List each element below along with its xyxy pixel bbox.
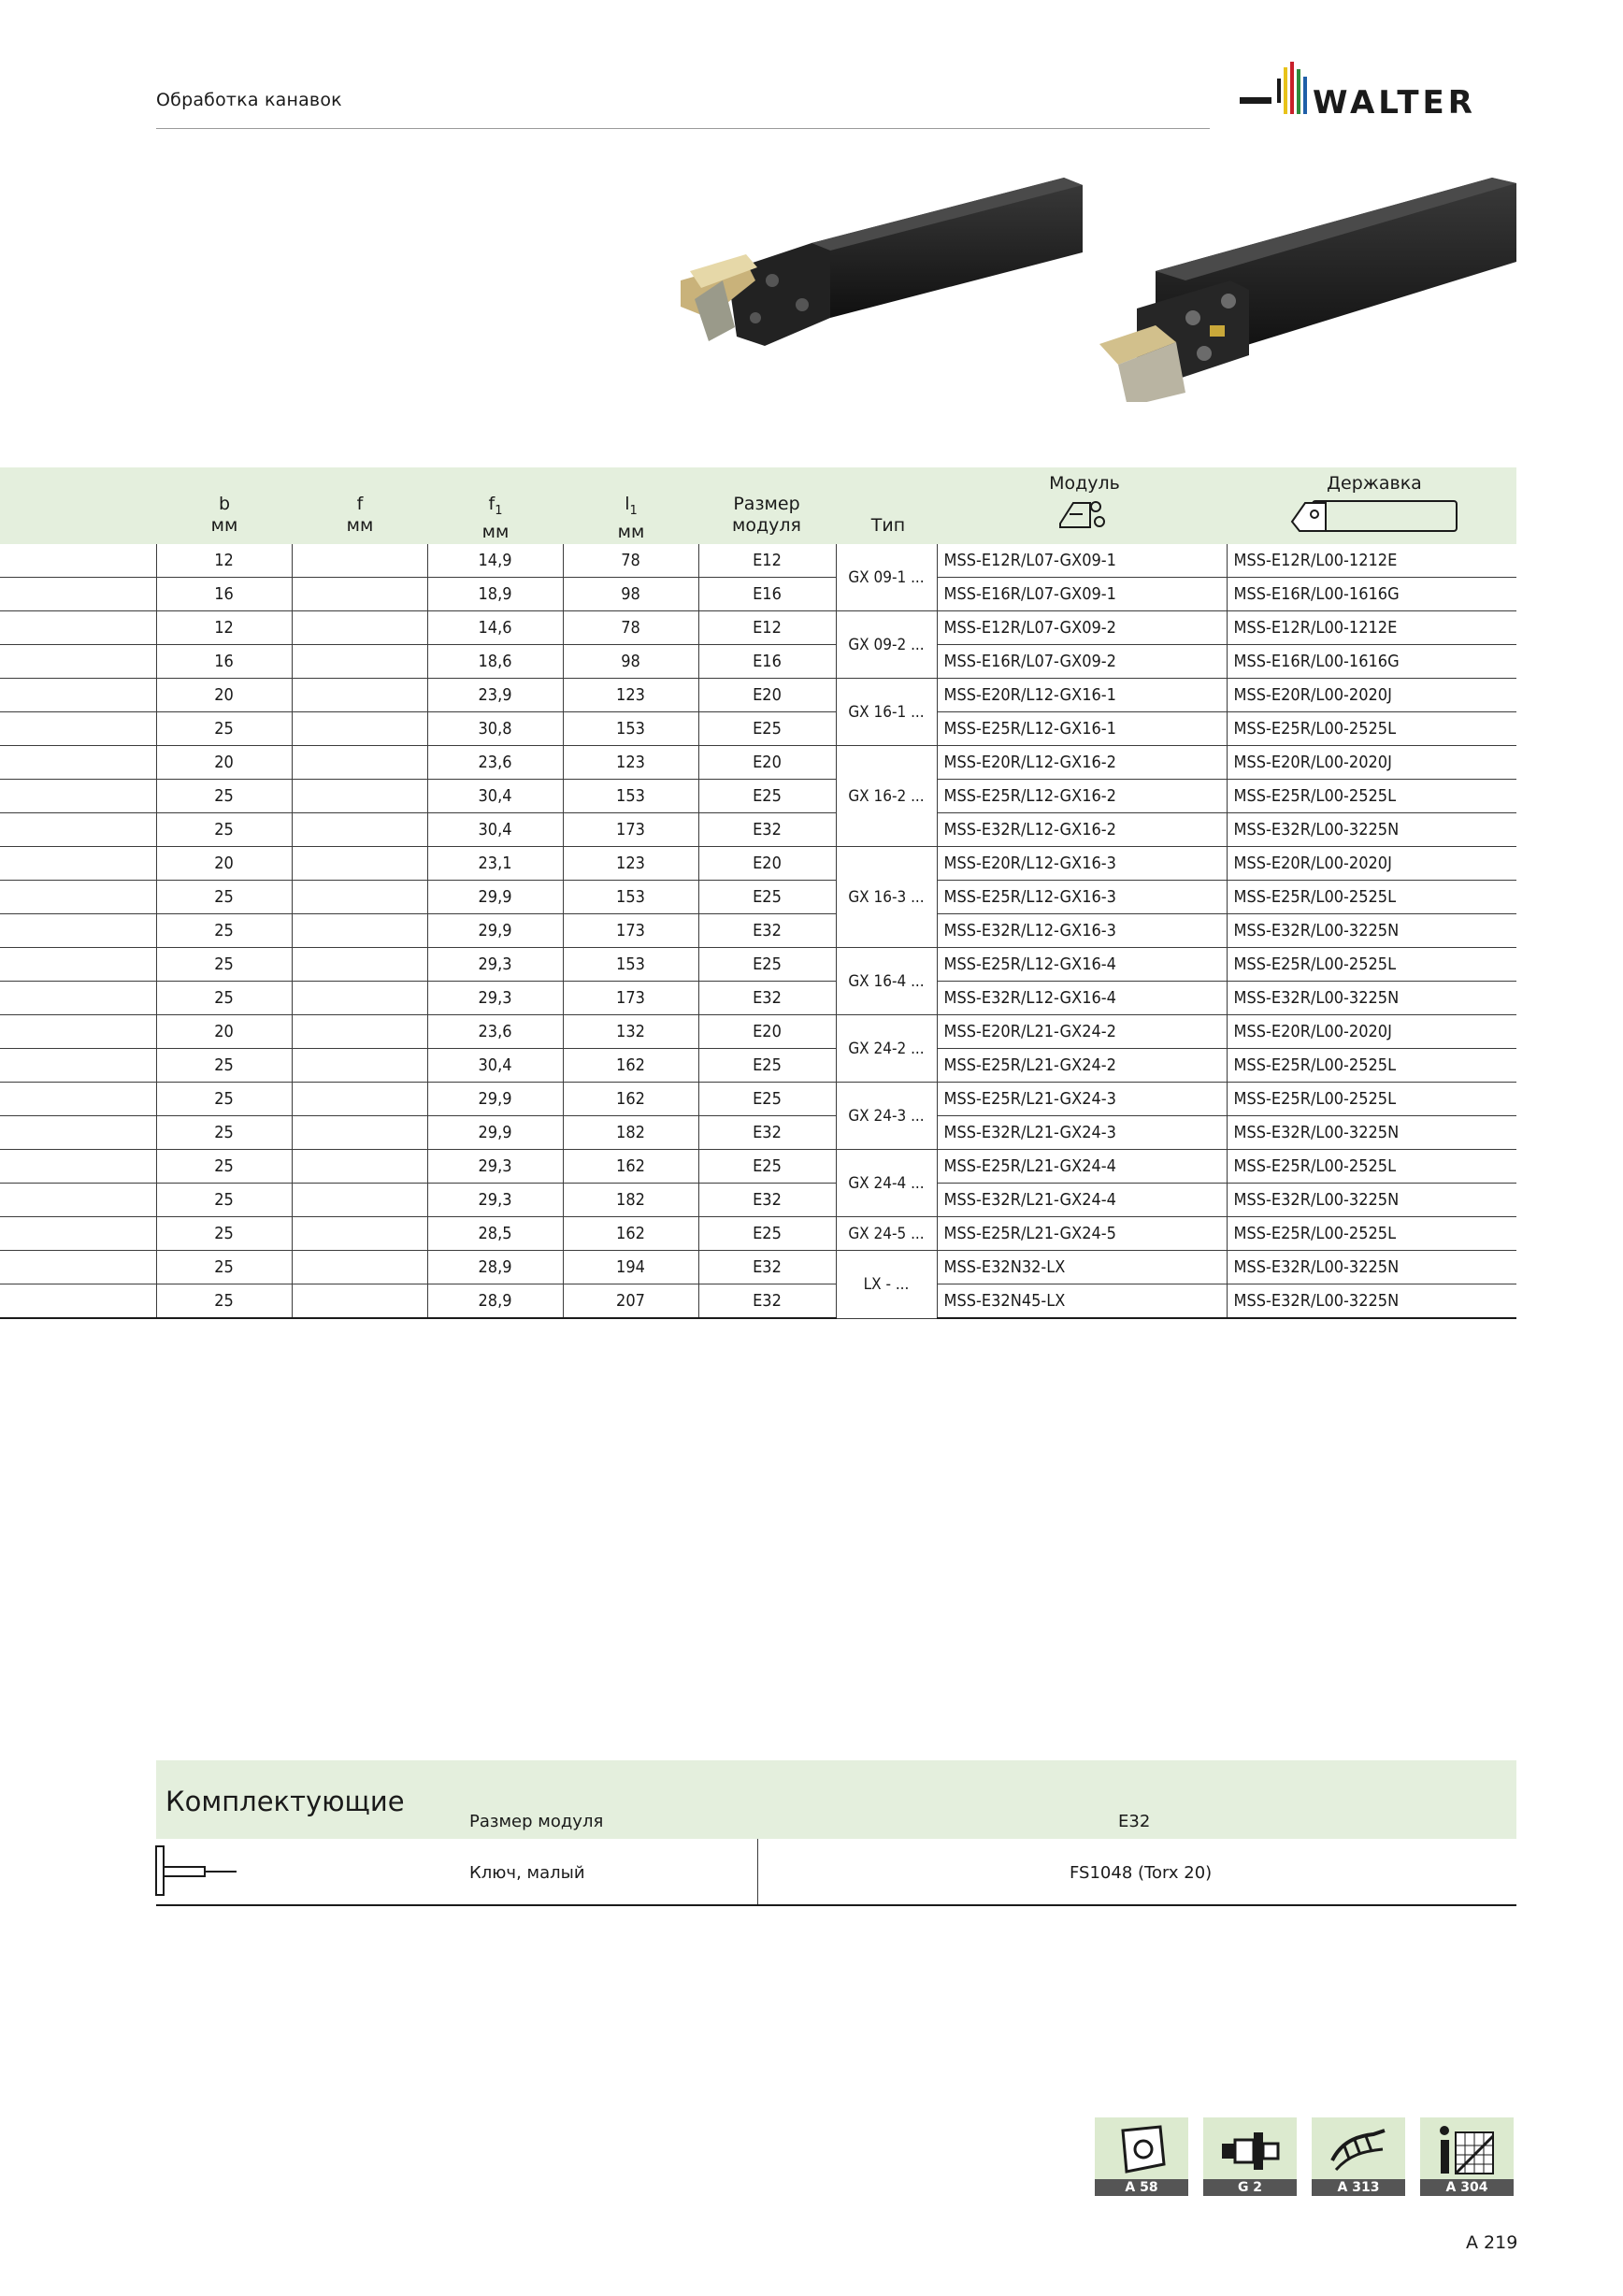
cell-f: [292, 813, 427, 847]
cell-l1: 173: [563, 914, 698, 948]
cell-f1: 18,9: [427, 578, 563, 611]
spacer-cell: [0, 544, 156, 578]
table-row: [0, 982, 1516, 1015]
cell-type: GX 16-2 ...: [836, 746, 937, 847]
cell-module-code: MSS-E20R/L21-GX24-2: [937, 1015, 1227, 1049]
cell-holder-code: MSS-E32R/L00-3225N: [1227, 1116, 1516, 1150]
table-row: [0, 813, 1516, 847]
wrench-icon: [1329, 2123, 1388, 2179]
cell-module-size: E20: [698, 847, 836, 881]
cell-module-code: MSS-E12R/L07-GX09-1: [937, 544, 1227, 578]
cell-holder-code: MSS-E25R/L00-2525L: [1227, 712, 1516, 746]
header-module-size: Размер модуля: [732, 494, 801, 536]
cell-b: 20: [156, 1015, 292, 1049]
clamping-icon: [1220, 2123, 1280, 2179]
cell-module-code: MSS-E20R/L12-GX16-1: [937, 679, 1227, 712]
table-row: [0, 1083, 1516, 1116]
cell-b: 25: [156, 1217, 292, 1251]
cell-f: [292, 881, 427, 914]
tile-label: A 304: [1420, 2179, 1514, 2196]
cell-holder-code: MSS-E20R/L00-2020J: [1227, 1015, 1516, 1049]
cell-type: GX 16-1 ...: [836, 679, 937, 746]
cell-module-code: MSS-E32R/L12-GX16-3: [937, 914, 1227, 948]
torx-key-icon: [154, 1844, 238, 1897]
cell-f: [292, 611, 427, 645]
cell-holder-code: MSS-E20R/L00-2020J: [1227, 746, 1516, 780]
cell-b: 12: [156, 611, 292, 645]
cell-f1: 29,3: [427, 1184, 563, 1217]
spacer-cell: [0, 1251, 156, 1284]
cell-type: GX 24-3 ...: [836, 1083, 937, 1150]
cell-type: GX 24-4 ...: [836, 1150, 937, 1217]
cell-module-size: E20: [698, 679, 836, 712]
section-title: Обработка канавок: [156, 90, 342, 110]
table-row: [0, 847, 1516, 881]
spacer-cell: [0, 1049, 156, 1083]
reference-tile-a313[interactable]: [1312, 2117, 1405, 2196]
tool-holder-photo-1: [653, 178, 1083, 365]
cell-b: 25: [156, 914, 292, 948]
reference-tile-a304[interactable]: [1420, 2117, 1514, 2196]
cell-module-code: MSS-E25R/L12-GX16-3: [937, 881, 1227, 914]
spacer-cell: [0, 1083, 156, 1116]
cell-module-code: MSS-E16R/L07-GX09-2: [937, 645, 1227, 679]
cell-f: [292, 578, 427, 611]
cell-holder-code: MSS-E16R/L00-1616G: [1227, 645, 1516, 679]
cell-f1: 14,6: [427, 611, 563, 645]
cell-module-size: E32: [698, 1284, 836, 1319]
table-row: [0, 679, 1516, 712]
cell-holder-code: MSS-E25R/L00-2525L: [1227, 881, 1516, 914]
spacer-cell: [0, 813, 156, 847]
table-row: [0, 914, 1516, 948]
cell-module-size: E32: [698, 813, 836, 847]
cell-f: [292, 847, 427, 881]
spacer-cell: [0, 1015, 156, 1049]
cell-holder-code: MSS-E25R/L00-2525L: [1227, 780, 1516, 813]
cell-l1: 153: [563, 881, 698, 914]
cell-f1: 29,9: [427, 1116, 563, 1150]
cell-module-size: E25: [698, 948, 836, 982]
cell-module-size: E32: [698, 1251, 836, 1284]
cell-l1: 98: [563, 645, 698, 679]
cell-module-code: MSS-E20R/L12-GX16-2: [937, 746, 1227, 780]
cell-module-code: MSS-E32R/L21-GX24-3: [937, 1116, 1227, 1150]
cell-type: GX 24-5 ...: [836, 1217, 937, 1251]
cell-f1: 30,4: [427, 813, 563, 847]
cell-module-code: MSS-E32R/L12-GX16-4: [937, 982, 1227, 1015]
cell-l1: 162: [563, 1150, 698, 1184]
cell-l1: 78: [563, 544, 698, 578]
header-b: b мм: [210, 494, 238, 536]
cell-module-code: MSS-E25R/L12-GX16-2: [937, 780, 1227, 813]
cell-f: [292, 1184, 427, 1217]
cell-type: GX 09-2 ...: [836, 611, 937, 679]
holder-icon: [1290, 497, 1458, 535]
cell-type: LX - ...: [836, 1251, 937, 1319]
spacer-cell: [0, 1184, 156, 1217]
cell-f: [292, 1150, 427, 1184]
reference-tile-a58[interactable]: [1095, 2117, 1188, 2196]
cell-b: 25: [156, 780, 292, 813]
cell-f1: 29,3: [427, 948, 563, 982]
cell-f: [292, 712, 427, 746]
cell-holder-code: MSS-E25R/L00-2525L: [1227, 1150, 1516, 1184]
cell-l1: 173: [563, 813, 698, 847]
cell-b: 12: [156, 544, 292, 578]
cell-f1: 18,6: [427, 645, 563, 679]
cell-holder-code: MSS-E32R/L00-3225N: [1227, 1184, 1516, 1217]
table-row: [0, 1049, 1516, 1083]
cell-b: 25: [156, 1150, 292, 1184]
cell-module-code: MSS-E32N32-LX: [937, 1251, 1227, 1284]
cell-b: 25: [156, 1116, 292, 1150]
cell-holder-code: MSS-E25R/L00-2525L: [1227, 1049, 1516, 1083]
accessories-divider: [757, 1839, 758, 1904]
cell-b: 25: [156, 1083, 292, 1116]
cell-l1: 182: [563, 1116, 698, 1150]
cell-b: 25: [156, 1049, 292, 1083]
cell-module-size: E32: [698, 1116, 836, 1150]
cell-type: GX 16-3 ...: [836, 847, 937, 948]
walter-logo: [1240, 60, 1516, 125]
module-icon: [1056, 495, 1109, 533]
cell-f1: 28,5: [427, 1217, 563, 1251]
table-row: [0, 1251, 1516, 1284]
cell-b: 25: [156, 813, 292, 847]
cell-f1: 29,3: [427, 982, 563, 1015]
cell-module-code: MSS-E32R/L12-GX16-2: [937, 813, 1227, 847]
spacer-cell: [0, 578, 156, 611]
header-module: Модуль: [1049, 473, 1120, 494]
header-f1: $f_1$ мм: [481, 494, 510, 542]
cell-module-code: MSS-E25R/L12-GX16-4: [937, 948, 1227, 982]
accessories-size-label: Размер модуля: [469, 1812, 604, 1831]
tile-label: G 2: [1203, 2179, 1297, 2196]
cell-f: [292, 1015, 427, 1049]
cell-f1: 30,4: [427, 780, 563, 813]
spacer-cell: [0, 1150, 156, 1184]
table-row: [0, 1116, 1516, 1150]
spacer-cell: [0, 746, 156, 780]
cell-type: GX 16-4 ...: [836, 948, 937, 1015]
cell-l1: 162: [563, 1217, 698, 1251]
spacer-cell: [0, 679, 156, 712]
cell-module-code: MSS-E25R/L21-GX24-4: [937, 1150, 1227, 1184]
cell-holder-code: MSS-E16R/L00-1616G: [1227, 578, 1516, 611]
cell-l1: 153: [563, 712, 698, 746]
cell-module-size: E25: [698, 1150, 836, 1184]
table-row: [0, 881, 1516, 914]
cell-module-code: MSS-E16R/L07-GX09-1: [937, 578, 1227, 611]
table-row: [0, 948, 1516, 982]
cell-l1: 182: [563, 1184, 698, 1217]
header-divider: [156, 128, 1210, 129]
header-type: Тип: [870, 515, 906, 536]
cell-f: [292, 780, 427, 813]
cell-module-size: E16: [698, 645, 836, 679]
cell-f1: 23,6: [427, 1015, 563, 1049]
cell-f: [292, 746, 427, 780]
cell-f1: 29,9: [427, 881, 563, 914]
cell-l1: 207: [563, 1284, 698, 1319]
cell-l1: 162: [563, 1049, 698, 1083]
cell-module-size: E32: [698, 914, 836, 948]
cell-f: [292, 948, 427, 982]
cell-module-size: E12: [698, 611, 836, 645]
cell-holder-code: MSS-E12R/L00-1212E: [1227, 611, 1516, 645]
cell-module-code: MSS-E25R/L21-GX24-2: [937, 1049, 1227, 1083]
info-chart-icon: [1437, 2123, 1497, 2179]
cell-module-size: E20: [698, 746, 836, 780]
cell-b: 25: [156, 982, 292, 1015]
spacer-cell: [0, 611, 156, 645]
spacer-cell: [0, 881, 156, 914]
accessory-code: FS1048 (Torx 20): [1070, 1863, 1213, 1883]
cell-b: 16: [156, 645, 292, 679]
cell-module-code: MSS-E32R/L21-GX24-4: [937, 1184, 1227, 1217]
cell-l1: 78: [563, 611, 698, 645]
cell-l1: 123: [563, 847, 698, 881]
cell-f: [292, 1049, 427, 1083]
cell-module-size: E16: [698, 578, 836, 611]
header-f: f мм: [346, 494, 374, 536]
cell-f1: 28,9: [427, 1251, 563, 1284]
spacer-cell: [0, 1116, 156, 1150]
spacer-cell: [0, 982, 156, 1015]
header-l1: $l_1$ мм: [617, 494, 645, 542]
cell-module-size: E20: [698, 1015, 836, 1049]
cell-module-size: E25: [698, 1083, 836, 1116]
logo-text: WALTER: [1313, 84, 1476, 122]
spacer-cell: [0, 780, 156, 813]
cell-f: [292, 544, 427, 578]
cell-module-size: E25: [698, 881, 836, 914]
table-row: [0, 611, 1516, 645]
cell-f: [292, 1284, 427, 1319]
cell-holder-code: MSS-E25R/L00-2525L: [1227, 948, 1516, 982]
cell-f1: 30,4: [427, 1049, 563, 1083]
cell-l1: 132: [563, 1015, 698, 1049]
cell-f: [292, 1251, 427, 1284]
cell-l1: 162: [563, 1083, 698, 1116]
spacer-cell: [0, 1217, 156, 1251]
spacer-cell: [0, 712, 156, 746]
cell-f: [292, 645, 427, 679]
cell-f: [292, 1083, 427, 1116]
cell-holder-code: MSS-E12R/L00-1212E: [1227, 544, 1516, 578]
insert-icon: [1112, 2123, 1171, 2179]
cell-f: [292, 982, 427, 1015]
table-row: [0, 1150, 1516, 1184]
cell-f1: 29,3: [427, 1150, 563, 1184]
accessory-name: Ключ, малый: [469, 1863, 585, 1883]
cell-f: [292, 679, 427, 712]
cell-holder-code: MSS-E20R/L00-2020J: [1227, 679, 1516, 712]
cell-module-code: MSS-E25R/L21-GX24-5: [937, 1217, 1227, 1251]
cell-module-code: MSS-E25R/L21-GX24-3: [937, 1083, 1227, 1116]
cell-l1: 173: [563, 982, 698, 1015]
cell-l1: 153: [563, 780, 698, 813]
cell-b: 16: [156, 578, 292, 611]
cell-l1: 123: [563, 746, 698, 780]
table-row: [0, 544, 1516, 578]
spacer-cell: [0, 1284, 156, 1319]
cell-f1: 14,9: [427, 544, 563, 578]
table-row: [0, 645, 1516, 679]
cell-type: GX 24-2 ...: [836, 1015, 937, 1083]
cell-f: [292, 1116, 427, 1150]
table-row: [0, 1184, 1516, 1217]
page-number: A 219: [1466, 2232, 1518, 2253]
spacer-cell: [0, 914, 156, 948]
cell-f1: 29,9: [427, 1083, 563, 1116]
cell-holder-code: MSS-E32R/L00-3225N: [1227, 813, 1516, 847]
cell-module-size: E25: [698, 1217, 836, 1251]
cell-b: 25: [156, 1251, 292, 1284]
cell-module-code: MSS-E25R/L12-GX16-1: [937, 712, 1227, 746]
cell-l1: 153: [563, 948, 698, 982]
cell-f1: 28,9: [427, 1284, 563, 1319]
cell-holder-code: MSS-E25R/L00-2525L: [1227, 1217, 1516, 1251]
cell-b: 20: [156, 679, 292, 712]
cell-l1: 123: [563, 679, 698, 712]
cell-module-code: MSS-E32N45-LX: [937, 1284, 1227, 1319]
table-row: [0, 780, 1516, 813]
table-row: [0, 1015, 1516, 1049]
cell-f: [292, 914, 427, 948]
reference-tile-g2[interactable]: [1203, 2117, 1297, 2196]
tile-label: A 58: [1095, 2179, 1188, 2196]
cell-b: 25: [156, 948, 292, 982]
spacer-cell: [0, 645, 156, 679]
cell-module-code: MSS-E20R/L12-GX16-3: [937, 847, 1227, 881]
spacer-cell: [0, 847, 156, 881]
cell-module-size: E25: [698, 780, 836, 813]
cell-b: 25: [156, 712, 292, 746]
cell-b: 25: [156, 1184, 292, 1217]
cell-f1: 23,1: [427, 847, 563, 881]
cell-f1: 23,9: [427, 679, 563, 712]
cell-module-size: E25: [698, 1049, 836, 1083]
cell-module-size: E12: [698, 544, 836, 578]
table-row: [0, 712, 1516, 746]
cell-b: 25: [156, 1284, 292, 1319]
accessories-size-value: E32: [1118, 1812, 1151, 1831]
grooving-holders-table: [0, 544, 1516, 1319]
cell-l1: 194: [563, 1251, 698, 1284]
cell-b: 25: [156, 881, 292, 914]
cell-module-code: MSS-E12R/L07-GX09-2: [937, 611, 1227, 645]
cell-f: [292, 1217, 427, 1251]
tile-label: A 313: [1312, 2179, 1405, 2196]
tool-holder-photo-2: [1099, 168, 1520, 402]
cell-holder-code: MSS-E32R/L00-3225N: [1227, 1284, 1516, 1319]
cell-f1: 29,9: [427, 914, 563, 948]
spacer-cell: [0, 948, 156, 982]
cell-type: GX 09-1 ...: [836, 544, 937, 611]
cell-holder-code: MSS-E25R/L00-2525L: [1227, 1083, 1516, 1116]
table-row: [0, 578, 1516, 611]
cell-module-size: E25: [698, 712, 836, 746]
cell-l1: 98: [563, 578, 698, 611]
table-row: [0, 1284, 1516, 1319]
accessories-title: Комплектующие: [165, 1786, 405, 1817]
header-holder: Державка: [1327, 473, 1422, 494]
cell-holder-code: MSS-E20R/L00-2020J: [1227, 847, 1516, 881]
cell-f1: 23,6: [427, 746, 563, 780]
cell-holder-code: MSS-E32R/L00-3225N: [1227, 1251, 1516, 1284]
cell-b: 20: [156, 746, 292, 780]
table-row: [0, 746, 1516, 780]
cell-b: 20: [156, 847, 292, 881]
accessories-bottom-rule: [156, 1904, 1516, 1906]
table-row: [0, 1217, 1516, 1251]
table-header: [0, 467, 1516, 544]
cell-holder-code: MSS-E32R/L00-3225N: [1227, 914, 1516, 948]
cell-module-size: E32: [698, 1184, 836, 1217]
cell-f1: 30,8: [427, 712, 563, 746]
cell-holder-code: MSS-E32R/L00-3225N: [1227, 982, 1516, 1015]
cell-module-size: E32: [698, 982, 836, 1015]
